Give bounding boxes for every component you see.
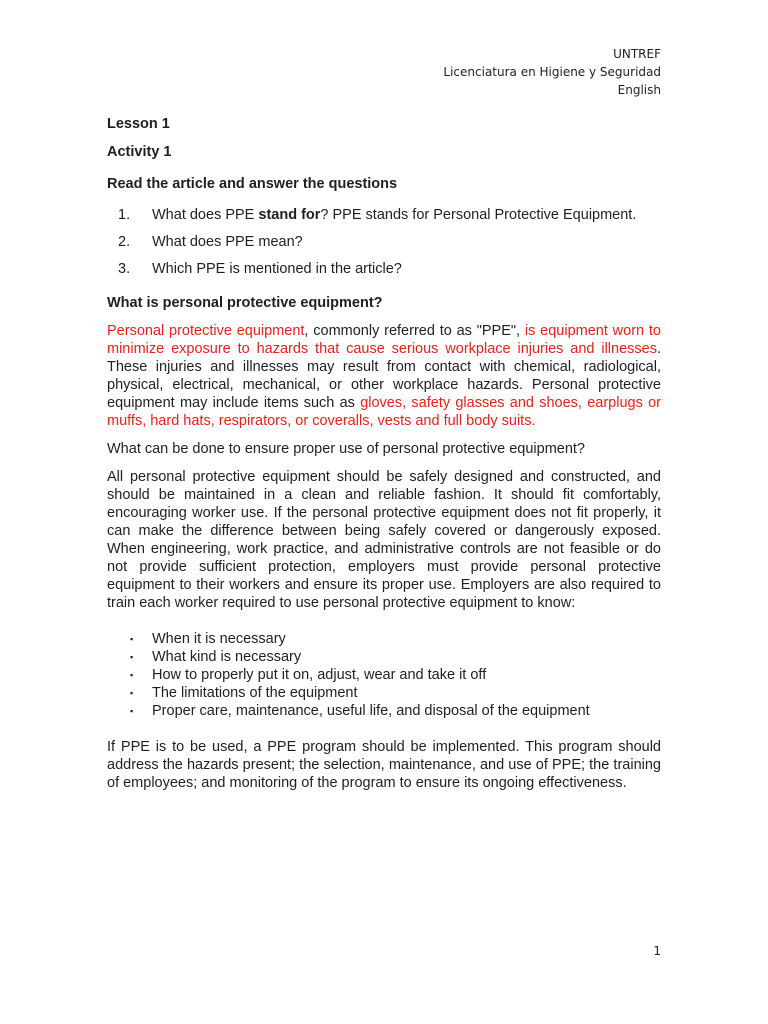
questions-list: [107, 206, 661, 278]
bullet-icon: ▪: [130, 688, 134, 698]
highlight-text: Personal protective equipment: [107, 323, 305, 339]
question-number: 3.: [118, 261, 131, 277]
question-item: [107, 233, 661, 251]
document-body: [107, 114, 661, 802]
bullet-icon: ▪: [130, 706, 134, 716]
list-item: [107, 630, 661, 648]
question-number: 1.: [118, 207, 131, 223]
list-item: [107, 684, 661, 702]
header-institution: UNTREF: [613, 47, 661, 61]
article-paragraph-2: All personal protective equipment should be safely designed and constructed, and should be maintained in a clean and reliable fashion. It should fit comfortably, encouraging worker use. If the personal protective equipment does not fit properly, it can make the difference between being safely covered or dangerously exposed. When engineering, work practice, and administrative controls are not feasible or do not provide sufficient protection, employers must provide personal protective equipment to their workers and ensure its proper use. Employers are also required to train each worker required to use personal protective equipment to know:: [107, 469, 661, 611]
question-bold-term: stand for: [258, 207, 321, 223]
question-text: What does PPE mean?: [152, 234, 303, 250]
activity-title: Activity 1: [107, 144, 172, 160]
highlight-text: is equipment worn to minimize exposure to hazards that cause serious workplace injuries and illnesses: [107, 323, 661, 357]
bullet-icon: ▪: [130, 634, 134, 644]
bullet-list: [107, 630, 661, 720]
list-item: [107, 648, 661, 666]
article-title: What is personal protective equipment?: [107, 295, 383, 311]
question-text-part: What does PPE: [152, 207, 259, 223]
list-item: [107, 702, 661, 720]
list-item: [107, 666, 661, 684]
bullet-icon: ▪: [130, 652, 134, 662]
question-number: 2.: [118, 234, 131, 250]
instruction-text: Read the article and answer the questions: [107, 176, 398, 192]
article-paragraph-1: [107, 322, 661, 430]
bullet-icon: ▪: [130, 670, 134, 680]
question-item: [107, 260, 661, 278]
question-text: [152, 206, 636, 224]
page-header: [443, 45, 661, 99]
list-item-text: When it is necessary: [152, 631, 286, 647]
question-item: [107, 206, 661, 224]
paragraph-text: . These injuries and illnesses may result from contact with chemical, radiological, physical, electrical, mechanical, or other workplace hazards. Personal protective equipment may include items such as: [107, 341, 661, 411]
question-text-part: ? PPE stands for Personal Protective Equipment.: [320, 207, 637, 223]
question-text: Which PPE is mentioned in the article?: [152, 261, 402, 277]
list-item-text: What kind is necessary: [152, 649, 302, 665]
paragraph-text: , commonly referred to as "PPE",: [304, 323, 525, 339]
list-item-text: The limitations of the equipment: [152, 685, 358, 701]
highlight-text: gloves, safety glasses and shoes, earplugs or muffs, hard hats, respirators, or coveralls, vests and full body suits.: [107, 395, 661, 429]
list-item-text: How to properly put it on, adjust, wear and take it off: [152, 667, 487, 683]
list-item-text: Proper care, maintenance, useful life, and disposal of the equipment: [152, 703, 590, 719]
article-paragraph-3: If PPE is to be used, a PPE program should be implemented. This program should address the hazards present; the selection, maintenance, and use of PPE; the training of employees; and monitoring of the program to ensure its ongoing effectiveness.: [107, 739, 661, 791]
page-number: 1: [653, 944, 661, 958]
lesson-title: Lesson 1: [107, 116, 170, 132]
article-question-paragraph: What can be done to ensure proper use of personal protective equipment?: [107, 441, 585, 457]
header-program: Licenciatura en Higiene y Seguridad: [443, 65, 661, 79]
header-subject: English: [617, 83, 661, 97]
